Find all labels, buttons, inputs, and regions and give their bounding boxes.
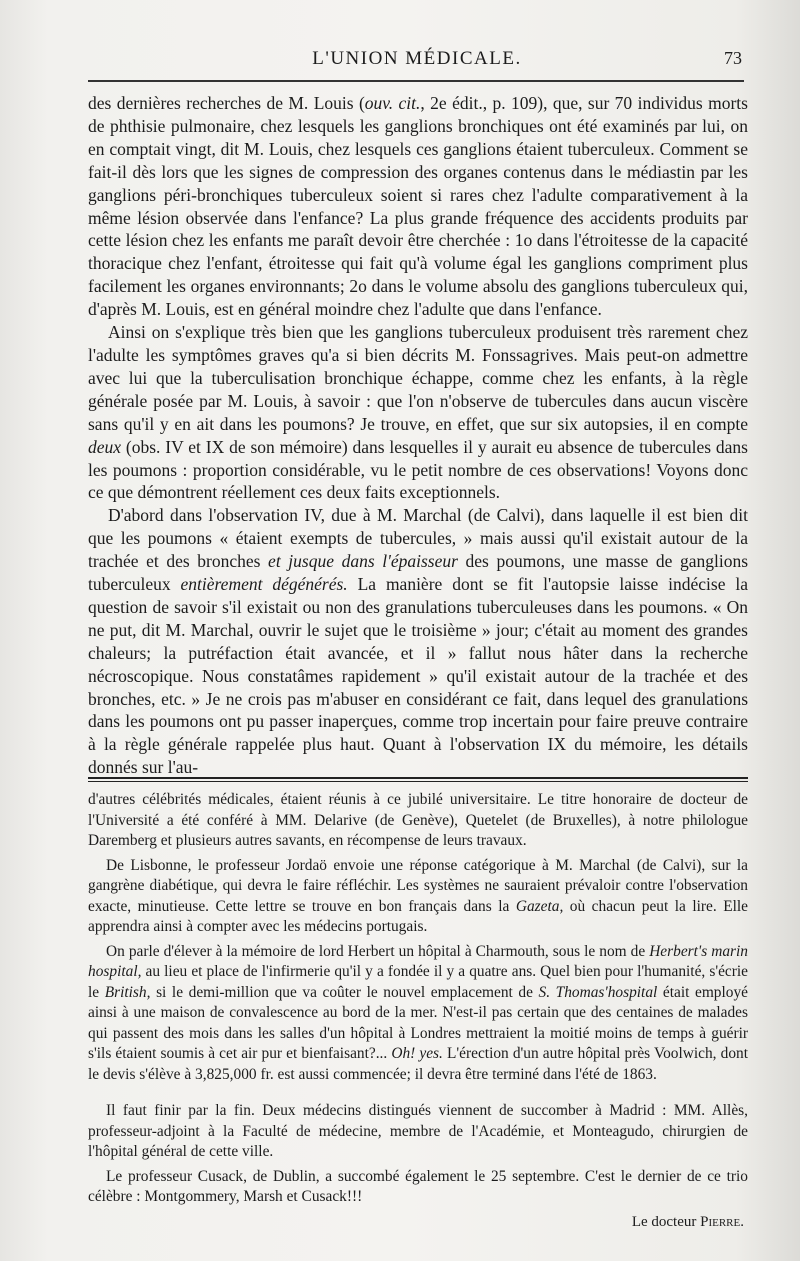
text-span: au lieu et place de l'infirmerie qu'il y a fondée il y a quatre ans. Quel bien pour l'humanité, s'écrie le <box>88 963 748 1001</box>
signature-prefix: Le docteur <box>631 1213 701 1230</box>
text-span: D'abord dans l'observation IV, due à M. Marchal (de Calvi), dans laquelle il est bien dit que les poumons « étaient exempts de tubercules, » mais aussi qu'il existait autour de la trachée et des bronches <box>88 505 748 572</box>
running-title: L'UNION MÉDICALE. <box>312 48 522 69</box>
text-span: était employé ainsi à une maison de convalescence au bord de la mer. N'est-il pas certain que des centaines de malades qui passent des mois dans les salles d'un hôpital à Londres mettraient la moitié moins de temps à guérir s'ils étaient soumis à cet air pur et bienfaisant?... <box>88 983 748 1062</box>
citation-italic: ouv. cit. <box>364 93 421 113</box>
author-signature <box>88 1212 748 1233</box>
text-span: des poumons, une masse de ganglions tuberculeux <box>88 551 749 595</box>
emphasis-italic: entièrement dégénérés. <box>180 574 348 595</box>
note-paragraph-3 <box>88 942 748 1086</box>
text-span: si le demi-million que va coûter le nouvel emplacement de <box>150 983 539 1001</box>
note-paragraph-2 <box>88 856 748 938</box>
journal-title-italic: Gazeta, <box>515 897 564 915</box>
text-span: De Lisbonne, le professeur Jordaö envoie une réponse catégorique à M. Marchal (de Calvi), sur la gangrène diabétique, qui devra le faire réfléchir. Les systèmes ne sauraient prévaloir contre l'observation exacte, minutieuse. Cette lettre se trouve en bon français dans la <box>88 856 748 915</box>
feuilleton-separator-thick <box>88 777 748 779</box>
text-span: Ainsi on s'explique très bien que les ganglions tuberculeux produisent très rarement chez l'adulte les symptômes graves qu'a si bien décrits M. Fonssagrives. Mais peut-on admettre avec lui que la tuberculisation bronchique échappe, comme chez les enfants, à la règle générale posée par M. Louis, à savoir : que l'on n'observe de tubercules dans aucun viscère sans qu'il y en ait dans les poumons? Je trouve, en effet, que sur six autopsies, il en compte <box>88 322 748 434</box>
page-number: 73 <box>724 48 742 68</box>
paragraph-1 <box>88 92 748 321</box>
text-span: On parle d'élever à la mémoire de lord Herbert un hôpital à Charmouth, sous le nom de <box>106 942 650 960</box>
hospital-name-italic: Herbert's marin hospital, <box>88 942 748 980</box>
emphasis-italic: deux <box>88 436 122 457</box>
journal-title-italic: British, <box>104 983 151 1001</box>
note-paragraph-4: Il faut finir par la fin. Deux médecins distingués viennent de succomber à Madrid : MM. Allès, professeur-adjoint à la Faculté de médecine, membre de l'Académie, et Monteagudo, chirurgien de l'hôpital général de cette ville. <box>88 1102 748 1160</box>
text-span: des dernières recherches de M. Louis ( <box>88 93 365 113</box>
emphasis-italic: Oh! yes. <box>391 1045 443 1062</box>
feuilleton-separator-thin <box>88 781 748 782</box>
feuilleton-text <box>88 790 748 1232</box>
text-span: où chacun peut la lire. Elle apprendra ainsi à compter avec les médecins portugais. <box>88 897 748 935</box>
header-rule <box>88 80 744 82</box>
paragraph-3 <box>88 504 748 779</box>
note-paragraph-5: Le professeur Cusack, de Dublin, a succombé également le 25 septembre. C'est le dernier de ce trio célèbre : Montgommery, Marsh et Cusack!!! <box>88 1167 748 1205</box>
main-article-text <box>88 92 748 779</box>
signature-name: Pierre. <box>700 1213 744 1230</box>
emphasis-italic: et jusque dans l'épaisseur <box>268 551 458 572</box>
page-header <box>88 46 746 76</box>
paragraph-2 <box>88 321 748 504</box>
text-span: (obs. IV et IX de son mémoire) dans lesquelles il y aurait eu absence de tubercules dans les poumons : proportion considérable, vu le petit nombre de ces observations! Voyons donc ce que démontrent réellement ces deux faits exceptionnels. <box>88 436 748 503</box>
text-span: , 2e édit., p. 109), que, sur 70 individus morts de phthisie pulmonaire, chez lesquels les ganglions bronchiques ont été examinés par lui, on en comptait vingt, dit M. Louis, chez lesquels ces ganglions étaient tuberculeux. Comment se fait-il dès lors que les signes de compression des organes contenus dans le médiastin par les ganglions péri-bronchiques tuberculeux soient si rares chez l'adulte comparativement à la même lésion observée dans l'enfance? La plus grande fréquence des accidents produits par cette lésion chez les enfants me paraît devoir être cherchée : 1o dans l'étroitesse de la capacité thoracique chez l'enfant, étroitesse qui fait qu'à volume égal les ganglions compriment plus facilement les organes environnants; 2o dans le volume absolu des ganglions tuberculeux qui, d'après M. Louis, est en général moindre chez l'adulte que dans l'enfance. <box>88 93 748 320</box>
hospital-name-italic: S. Thomas'hospital <box>538 983 658 1001</box>
text-span: La manière dont se fit l'autopsie laisse indécise la question de savoir s'il existait ou non des granulations tuberculeuses dans les poumons. « On ne put, dit M. Marchal, ouvrir le sujet que le troisième » jour; c'était au moment des grandes chaleurs; la putréfaction était avancée, et il » fallut nous hâter dans la recherche nécroscopique. Nous constatâmes rapidement » qu'il existait autour de la trachée et des bronches, etc. » Je ne crois pas m'abuser en considérant ce fait, dans lequel des granulations dans les poumons ont pu passer inaperçues, comme trop incertain pour faire preuve contraire à la règle générale rappelée plus haut. Quant à l'observation IX du mémoire, les détails donnés sur l'au- <box>88 574 748 778</box>
note-paragraph-1: d'autres célébrités médicales, étaient réunis à ce jubilé universitaire. Le titre honoraire de docteur de l'Université a été conféré à MM. Delarive (de Genève), Quetelet (de Bruxelles), à notre philologue Daremberg et plusieurs autres savants, en récompense de leurs travaux. <box>88 791 748 849</box>
text-span: L'érection d'un autre hôpital près Voolwich, dont le devis s'élève à 3,825,000 fr. est aussi commencée; il devra être terminé dans l'été de 1863. <box>88 1045 748 1083</box>
